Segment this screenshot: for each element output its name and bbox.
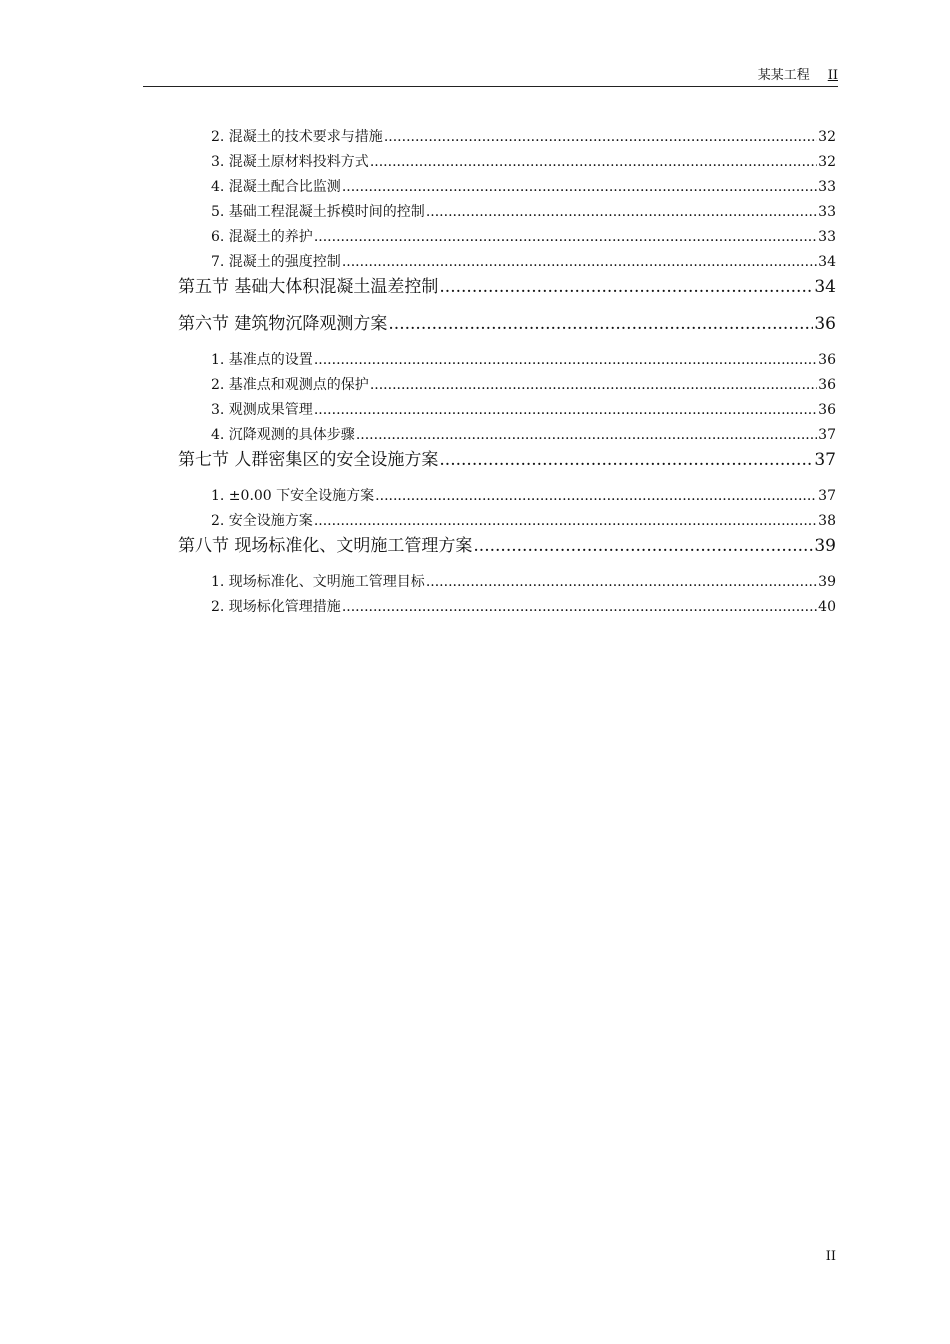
toc-entry-title: 5. 基础工程混凝土拆模时间的控制 [211, 204, 425, 220]
toc-entry[interactable] [211, 253, 836, 271]
toc-entry[interactable] [211, 228, 836, 246]
toc-entry-page: 38 [818, 513, 836, 529]
toc-dot-leader [439, 276, 813, 298]
toc-dot-leader [375, 487, 817, 505]
toc-section-page: 36 [814, 314, 836, 334]
toc-section-entry[interactable] [178, 535, 836, 557]
toc-entry-page: 37 [818, 488, 836, 504]
toc-dot-leader [342, 178, 817, 196]
toc-section-title: 第六节 建筑物沉降观测方案 [178, 314, 388, 334]
toc-dot-leader [342, 598, 817, 616]
toc-dot-leader [388, 313, 813, 335]
toc-entry-title: 2. 混凝土的技术要求与措施 [211, 129, 383, 145]
toc-entry[interactable] [211, 598, 836, 616]
toc-entry-page: 36 [818, 352, 836, 368]
toc-entry-title: 4. 沉降观测的具体步骤 [211, 427, 355, 443]
toc-entry-page: 33 [818, 204, 836, 220]
document-title: 某某工程 [757, 68, 810, 83]
toc-entry-title: 2. 安全设施方案 [211, 513, 313, 529]
toc-entry-page: 36 [818, 377, 836, 393]
toc-entry-page: 33 [818, 179, 836, 195]
header-text [758, 68, 838, 84]
toc-entry-page: 36 [818, 402, 836, 418]
toc-entry-title: 1. 基准点的设置 [211, 352, 313, 368]
toc-dot-leader [439, 449, 813, 471]
toc-section-title: 第八节 现场标准化、文明施工管理方案 [178, 536, 473, 556]
toc-entry-page: 34 [818, 254, 836, 270]
toc-entry[interactable] [211, 178, 836, 196]
toc-entry-page: 32 [818, 129, 836, 145]
toc-section-page: 37 [814, 450, 836, 470]
toc-dot-leader [314, 401, 817, 419]
toc-entry[interactable] [211, 376, 836, 394]
toc-section-entry[interactable] [178, 313, 836, 335]
toc-entry-title: 6. 混凝土的养护 [211, 229, 313, 245]
toc-entry-title: 4. 混凝土配合比监测 [211, 179, 341, 195]
toc-section-entry[interactable] [178, 449, 836, 471]
toc-dot-leader [314, 351, 817, 369]
toc-entry-page: 40 [818, 599, 836, 615]
toc-dot-leader [356, 426, 817, 444]
toc-entry[interactable] [211, 153, 836, 171]
toc-section-title: 第七节 人群密集区的安全设施方案 [178, 450, 439, 470]
toc-entry-page: 32 [818, 154, 836, 170]
toc-dot-leader [370, 376, 817, 394]
toc-entry-title: 3. 观测成果管理 [211, 402, 313, 418]
toc-entry-page: 39 [818, 574, 836, 590]
toc-entry-title: 1. 现场标准化、文明施工管理目标 [211, 574, 425, 590]
toc-entry-title: 2. 基准点和观测点的保护 [211, 377, 369, 393]
toc-dot-leader [426, 203, 817, 221]
toc-entry[interactable] [211, 426, 836, 444]
toc-entry[interactable] [211, 351, 836, 369]
toc-entry-title: 2. 现场标化管理措施 [211, 599, 341, 615]
toc-dot-leader [426, 573, 817, 591]
toc-entry[interactable] [211, 487, 836, 505]
toc-entry[interactable] [211, 203, 836, 221]
toc-section-entry[interactable] [178, 276, 836, 298]
toc-entry[interactable] [211, 401, 836, 419]
toc-dot-leader [384, 128, 817, 146]
toc-section-page: 34 [814, 277, 836, 297]
toc-dot-leader [473, 535, 813, 557]
footer-page-number: II [825, 1249, 836, 1264]
toc-dot-leader [314, 228, 817, 246]
toc-entry[interactable] [211, 512, 836, 530]
header-page-number: II [827, 68, 838, 83]
toc-entry-page: 37 [818, 427, 836, 443]
toc-dot-leader [370, 153, 817, 171]
toc-dot-leader [314, 512, 817, 530]
toc-entry-title: 1. ±0.00 下安全设施方案 [211, 488, 375, 504]
toc-entry-title: 7. 混凝土的强度控制 [211, 254, 341, 270]
toc-dot-leader [342, 253, 817, 271]
toc-entry-page: 33 [818, 229, 836, 245]
toc-entry[interactable] [211, 128, 836, 146]
page-header [143, 68, 838, 87]
toc-section-page: 39 [814, 536, 836, 556]
toc-section-title: 第五节 基础大体积混凝土温差控制 [178, 277, 439, 297]
toc-entry[interactable] [211, 573, 836, 591]
toc-entry-title: 3. 混凝土原材料投料方式 [211, 154, 369, 170]
